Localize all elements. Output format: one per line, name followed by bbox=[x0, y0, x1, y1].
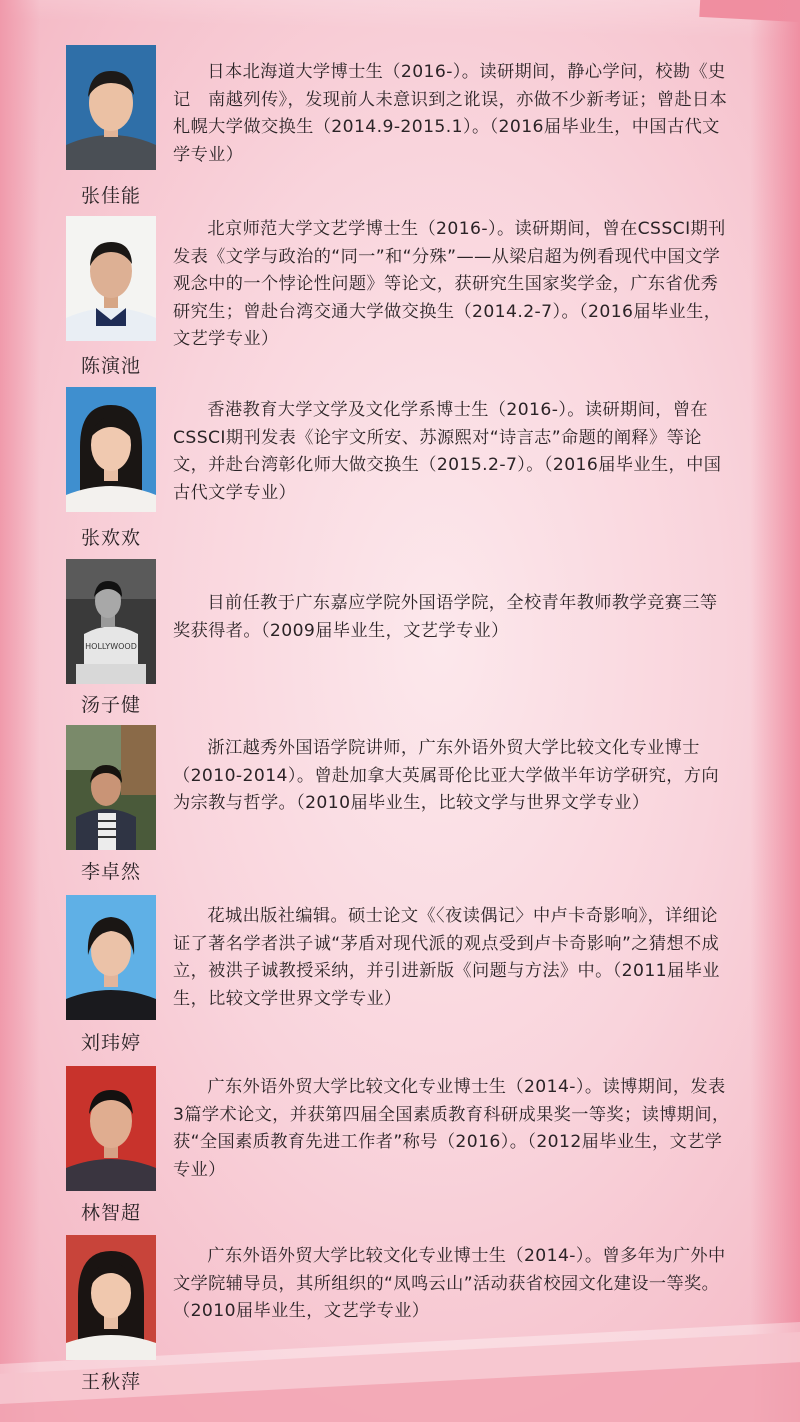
person-name: 汤子健 bbox=[80, 694, 141, 716]
decorative-band bbox=[0, 0, 800, 42]
person-bio: 香港教育大学文学及文化学系博士生（2016-）。读研期间，曾在CSSCI期刊发表《论宇文所安、苏源熙对“诗言志”命题的阐释》等论文，并赴台湾彰化师大做交换生（2015.2-7）。（2016届毕业生，中国古代文学专业） bbox=[173, 400, 722, 503]
portrait-photo bbox=[66, 559, 156, 684]
person-name: 陈演池 bbox=[80, 355, 141, 377]
person-name: 李卓然 bbox=[80, 861, 141, 883]
person-bio: 北京师范大学文艺学博士生（2016-）。读研期间，曾在CSSCI期刊发表《文学与政治的“同一”和“分殊”——从梁启超为例看现代中国文学观念中的一个悖论性问题》等论文，获研究生国家奖学金，广东省优秀研究生；曾赴台湾交通大学做交换生（2014.2-7）。（2016届毕业生，文艺学专业） bbox=[173, 219, 726, 349]
portrait-photo bbox=[66, 45, 156, 170]
person-bio: 浙江越秀外国语学院讲师，广东外语外贸大学比较文化专业博士（2010-2014）。曾赴加拿大英属哥伦比亚大学做半年访学研究，方向为宗教与哲学。（2010届毕业生，比较文学与世界文学专业） bbox=[173, 738, 719, 813]
person-name: 刘玮婷 bbox=[80, 1032, 141, 1054]
decorative-edge bbox=[0, 0, 40, 1422]
person-bio: 花城出版社编辑。硕士论文《〈夜读偶记〉中卢卡奇影响》，详细论证了著名学者洪子诚“茅盾对现代派的观点受到卢卡奇影响”之猜想不成立，被洪子诚教授采纳，并引进新版《问题与方法》中。（2011届毕业生，比较文学世界文学专业） bbox=[173, 906, 720, 1009]
decorative-edge bbox=[750, 0, 800, 1422]
portrait-photo bbox=[66, 387, 156, 512]
person-bio: 广东外语外贸大学比较文化专业博士生（2014-）。读博期间，发表3篇学术论文，并获第四届全国素质教育科研成果奖一等奖；读博期间，获“全国素质教育先进工作者”称号（2016）。（2012届毕业生，文艺学专业） bbox=[173, 1077, 730, 1180]
portrait-photo bbox=[66, 216, 156, 341]
svg-text:HOLLYWOOD: HOLLYWOOD bbox=[85, 642, 137, 651]
person-bio: 广东外语外贸大学比较文化专业博士生（2014-）。曾多年为广外中文学院辅导员，其所组织的“凤鸣云山”活动获省校园文化建设一等奖。（2010届毕业生，文艺学专业） bbox=[173, 1246, 726, 1321]
person-bio: 目前任教于广东嘉应学院外国语学院，全校青年教师教学竞赛三等奖获得者。（2009届毕业生，文艺学专业） bbox=[173, 593, 718, 641]
portrait-photo bbox=[66, 1066, 156, 1191]
person-name: 张佳能 bbox=[80, 185, 141, 207]
person-bio: 日本北海道大学博士生（2016-）。读研期间，静心学问，校勘《史记 南越列传》，发现前人未意识到之讹误，亦做不少新考证；曾赴日本札幌大学做交换生（2014.9-2015.1）。（2016届毕业生，中国古代文学专业） bbox=[173, 62, 728, 165]
portrait-photo bbox=[66, 1235, 156, 1360]
person-name: 张欢欢 bbox=[80, 527, 141, 549]
portrait-photo bbox=[66, 895, 156, 1020]
person-name: 王秋萍 bbox=[80, 1371, 141, 1393]
portrait-photo bbox=[66, 725, 156, 850]
person-name: 林智超 bbox=[80, 1202, 141, 1224]
